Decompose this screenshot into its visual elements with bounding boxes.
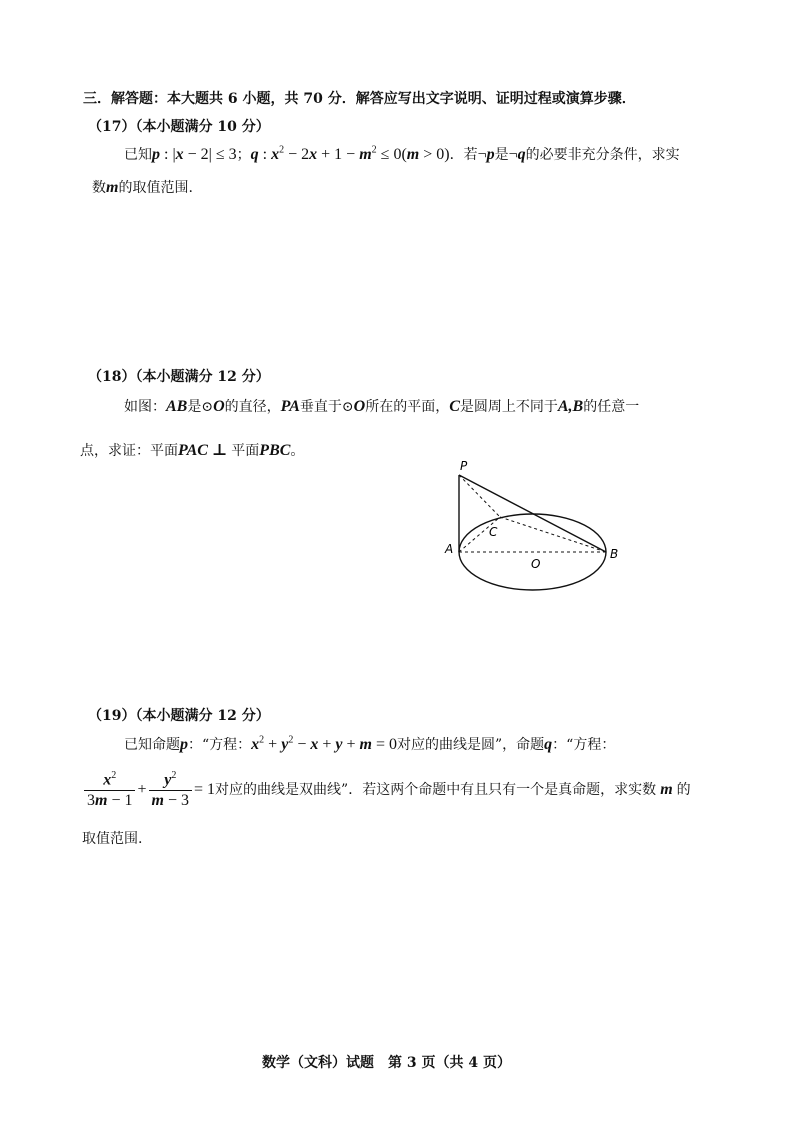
q19-formula-circle: $x^2 + y^2 - x + y + m = 0$	[251, 734, 397, 753]
q17-text: 的取值范围.	[118, 180, 193, 196]
q19-text: ：“方程：	[552, 737, 616, 753]
q17-text: 是	[494, 147, 509, 163]
page-footer: 数学（文科）试题 第 3 页（共 4 页）	[262, 1055, 511, 1071]
q17-text: 的必要非充分条件，求实	[525, 147, 680, 163]
q17-line2	[92, 177, 193, 197]
label-b: B	[610, 547, 619, 561]
q17-text: 数	[92, 180, 106, 196]
q18-text: 垂直于⊙	[299, 399, 354, 415]
section-heading: 三．解答题：本大题共 6 小题，共 70 分．解答应写出文字说明、证明过程或演算步骤．	[83, 91, 636, 107]
q17-formula-m: m	[106, 179, 119, 196]
q19-text: 的	[676, 781, 691, 798]
q17-text: ；	[236, 147, 251, 163]
q18-formula-ab: AB	[166, 398, 188, 415]
segment-pc	[459, 475, 500, 517]
q18-formula-o: O	[213, 398, 225, 415]
q19-text: 对应的曲线是双曲线”．若这两个命题中有且只有一个是真命题，求实数	[215, 781, 657, 798]
q18-formula-c: C	[449, 398, 460, 415]
q18-text: 点，求证：平面	[80, 443, 178, 459]
label-o: O	[531, 557, 541, 571]
q18-text: 是圆周上不同于	[459, 399, 558, 415]
q17-formula-q: q : $x^2 - 2x + 1 - m^2 \le 0(m > 0)$	[250, 144, 450, 163]
q17-text: ．若	[449, 147, 478, 163]
q17-formula-p: p : |x − 2| ≤ 3	[152, 146, 237, 163]
q18-formula-pbc: PBC	[259, 442, 291, 459]
q19-formula-q: q	[544, 736, 553, 753]
q17-header: （17）（本小题满分 10 分）	[88, 119, 270, 135]
q18-text: 平面	[231, 443, 260, 459]
label-a: A	[445, 542, 454, 556]
geometry-figure	[440, 455, 630, 600]
q17-formula-notp: ¬p	[477, 146, 495, 163]
q17-line1	[124, 144, 680, 164]
q19-formula-p: p	[180, 736, 188, 753]
label-p: P	[460, 459, 468, 473]
q19-formula-m: m	[656, 780, 677, 798]
q17-text: 已知	[124, 147, 152, 163]
q18-text: 的直径，	[224, 399, 281, 415]
q19-line2	[82, 770, 691, 810]
q17-formula-notq: ¬q	[508, 146, 526, 163]
q18-text: 所在的平面，	[365, 399, 450, 415]
q19-header: （19）（本小题满分 12 分）	[88, 708, 270, 724]
q18-text: 。	[290, 443, 305, 459]
segment-pb	[459, 475, 606, 552]
q18-line1	[124, 396, 639, 416]
q18-header: （18）（本小题满分 12 分）	[88, 369, 270, 385]
label-c: C	[489, 525, 498, 539]
q18-formula-pa: PA	[280, 398, 300, 415]
q18-text: 如图：	[124, 399, 166, 415]
q19-text: 对应的曲线是圆”，命题	[397, 737, 545, 753]
q19-text: ：“方程：	[188, 737, 252, 753]
q18-formula-o2: O	[353, 398, 366, 415]
q18-formula-perp: ⊥	[207, 442, 232, 459]
q18-text: 的任意一	[583, 399, 640, 415]
q18-formula-a-b: A,B	[557, 398, 584, 415]
q19-formula-hyperbola: $\frac{x^2}{3m - 1}$ + $\frac{y^2}{m - 3}$ = 1	[82, 781, 215, 798]
q19-line1	[124, 734, 615, 754]
q18-text: 是⊙	[187, 399, 214, 415]
q18-formula-pac: PAC	[178, 442, 208, 459]
q19-text: 已知命题	[124, 737, 180, 753]
q19-line3: 取值范围.	[82, 831, 143, 847]
q18-line2	[80, 440, 304, 460]
segment-cb	[500, 517, 606, 552]
